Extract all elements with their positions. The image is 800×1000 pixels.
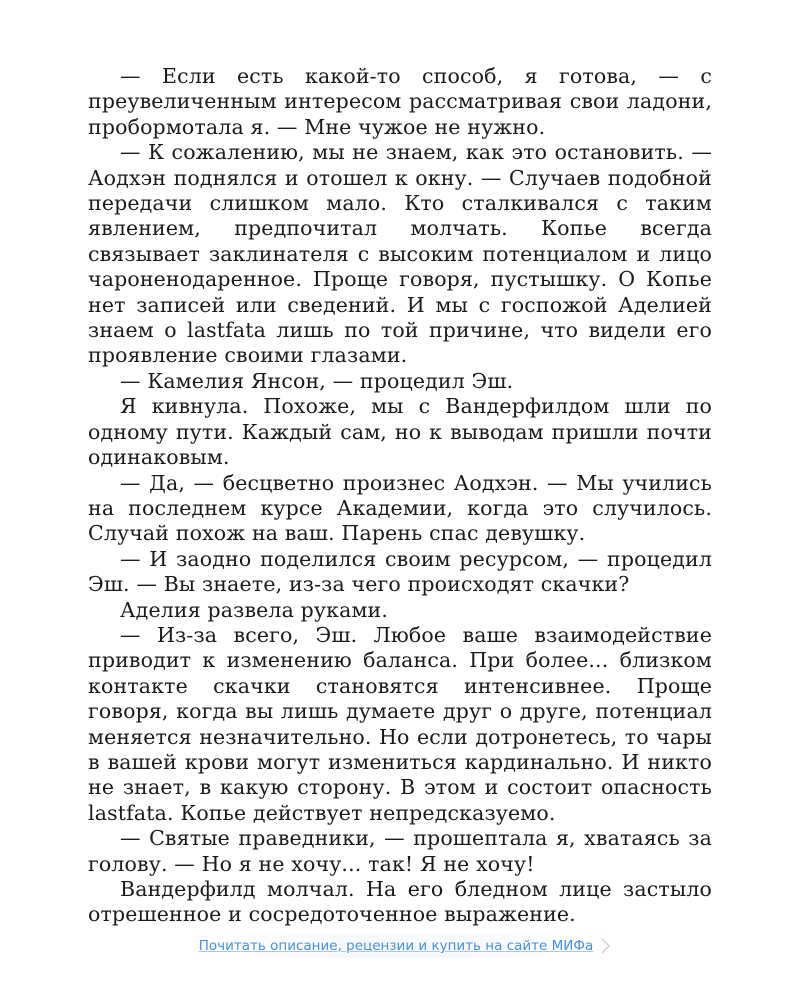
buy-on-mif-link[interactable] (185, 934, 616, 958)
paragraph: Аделия развела руками. (120, 597, 389, 622)
paragraph: Я кивнула. Похоже, мы с Вандерфилдом шли по одному пути. Каждый сам, но к выводам пришли почти одинаковым. (88, 394, 712, 470)
buy-on-mif-link-label: Почитать описание, рецензии и купить на сайте МИФа (198, 938, 594, 954)
paragraph: Вандерфилд молчал. На его бледном лице застыло отрешенное и сосредоточенное выражение. (88, 877, 712, 927)
chevron-right-icon (599, 937, 611, 955)
paragraph: — Да, — бесцветно произнес Аодхэн. — Мы учились на последнем курсе Академии, когда это случилось. Случай похож на ваш. Парень спас девушку. (88, 470, 712, 546)
paragraph: — К сожалению, мы не знаем, как это остановить. — Аодхэн поднялся и отошел к окну. — Случаев подобной передачи слишком мало. Кто сталкивался с таким явлением, предпочитал молчать. Копье всегда связывает заклинателя с высоким потенциалом и лицо чароненодаренное. Проще говоря, пустышку. О Копье нет записей или сведений. И мы с госпожой Аделией знаем о lastfata лишь по той причине, что видели его проявление своими глазами. (88, 140, 712, 368)
paragraph: — И заодно поделился своим ресурсом, — процедил Эш. — Вы знаете, из-за чего происходят скачки? (88, 546, 712, 597)
book-page-text (88, 64, 712, 928)
paragraph: — Если есть какой-то способ, я готова, — с преувеличенным интересом рассматривая свои ладони, пробормотала я. — Мне чужое не нужно. (88, 64, 712, 139)
paragraph: — Камелия Янсон, — процедил Эш. (120, 368, 514, 393)
paragraph: — Святые праведники, — прошептала я, хватаясь за голову. — Но я не хочу... так! Я не хочу! (88, 826, 712, 876)
footer (0, 934, 800, 958)
paragraph: — Из-за всего, Эш. Любое ваше взаимодействие приводит к изменению баланса. При более... близком контакте скачки становятся интенсивнее. Проще говоря, когда вы лишь думаете друг о друге, потенциал меняется незначительно. Но если дотронетесь, то чары в вашей крови могут измениться кардинально. И никто не знает, в какую сторону. В этом и состоит опасность lastfata. Копье действует непредсказуемо. (88, 622, 712, 825)
